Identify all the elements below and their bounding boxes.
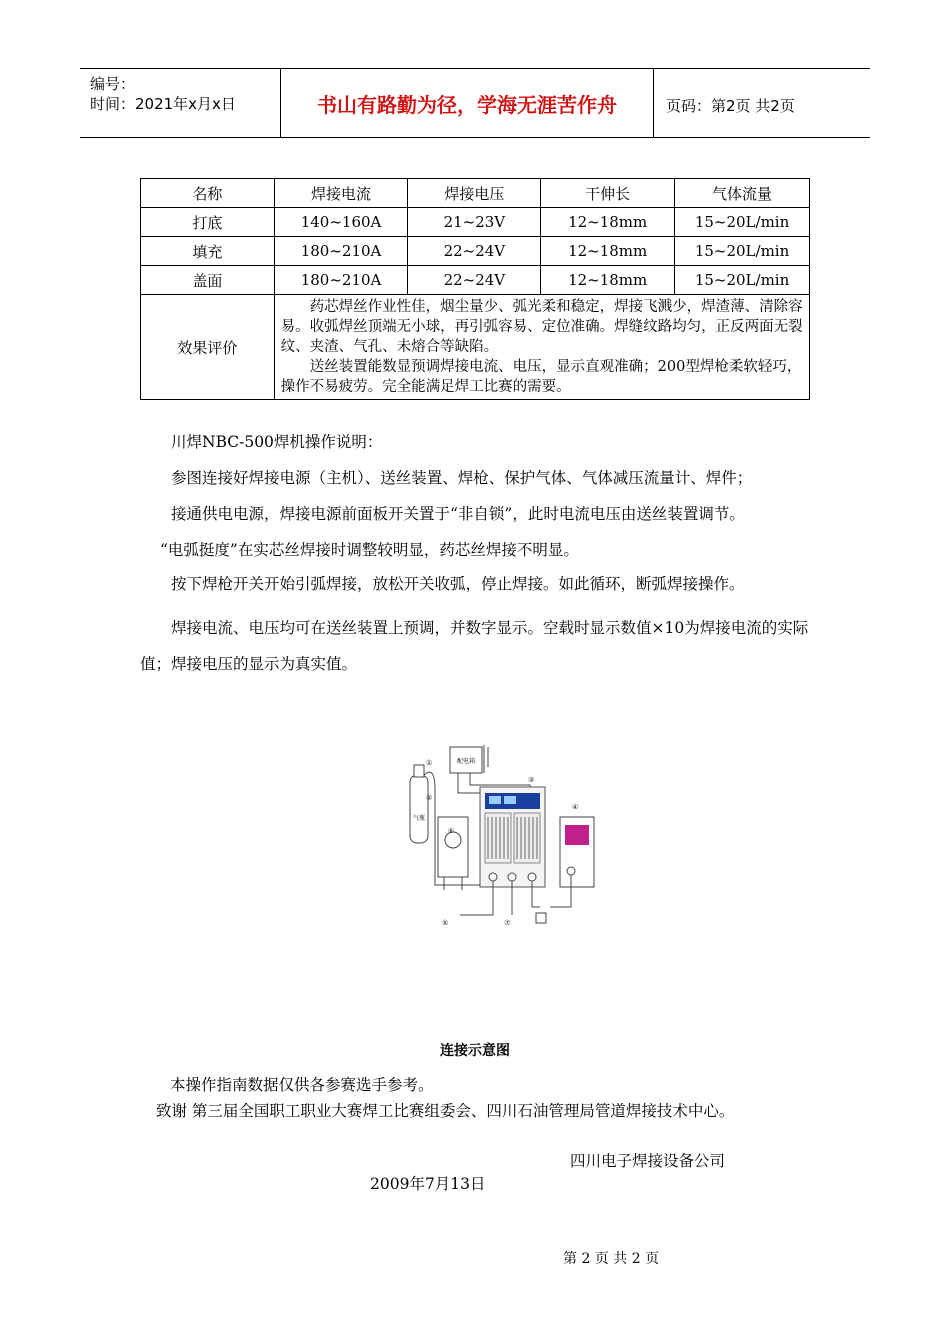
header-meta xyxy=(80,69,281,137)
table-cell: 填充 xyxy=(141,237,275,266)
table-cell: 21~23V xyxy=(408,208,541,237)
eval-paragraph-1: 药芯焊丝作业性佳，烟尘量少、弧光柔和稳定，焊接飞溅少，焊渣薄、清除容易。收弧焊丝顶端无小球，再引弧容易、定位准确。焊缝纹路均匀，正反两面无裂纹、夹渣、气孔、未熔合等缺陷。 xyxy=(280,299,803,355)
instruction-paragraph: 接通供电电源，焊接电源前面板开关置于“非自锁”，此时电流电压由送丝装置调节。 xyxy=(171,505,745,523)
table-cell: 12~18mm xyxy=(541,266,675,295)
callout-number: ⑥ xyxy=(448,827,455,835)
table-row xyxy=(141,208,810,237)
closing-thanks: 致谢 第三届全国职工职业大赛焊工比赛组委会、四川石油管理局管道焊接技术中心。 xyxy=(156,1102,735,1120)
callout-number: ⑦ xyxy=(504,919,511,927)
gas-cylinder-label: 气瓶 xyxy=(412,815,426,822)
diagram-caption: 连接示意图 xyxy=(440,1043,510,1059)
number-label: 编号： xyxy=(90,75,136,93)
table-cell: 140~160A xyxy=(274,208,408,237)
callout-number: ② xyxy=(426,794,433,802)
instruction-paragraph: 按下焊枪开关开始引弧焊接，放松开关收弧，停止焊接。如此循环，断弧焊接操作。 xyxy=(171,575,745,593)
table-header-cell: 焊接电压 xyxy=(408,179,541,208)
table-cell: 180~210A xyxy=(274,266,408,295)
table-cell: 打底 xyxy=(141,208,275,237)
callout-number: ③ xyxy=(528,776,535,784)
instruction-paragraph: “电弧挺度”在实芯丝焊接时调整较明显，药芯丝焊接不明显。 xyxy=(160,541,579,559)
instruction-paragraph: 焊接电流、电压均可在送丝装置上预调，并数字显示。空载时显示数值×10为焊接电流的实际值；焊接电压的显示为真实值。 xyxy=(140,619,809,673)
table-cell: 12~18mm xyxy=(541,208,675,237)
table-header-row xyxy=(141,179,810,208)
page-header xyxy=(80,68,870,138)
instructions-title: 川焊NBC-500焊机操作说明： xyxy=(171,433,383,451)
callout-number: ④ xyxy=(572,803,579,811)
table-cell: 22~24V xyxy=(408,266,541,295)
table-cell: 15~20L/min xyxy=(675,266,810,295)
table-header-cell: 干伸长 xyxy=(541,179,675,208)
parameters-table xyxy=(140,178,810,400)
eval-label: 效果评价 xyxy=(141,295,275,400)
header-motto: 书山有路勤为径，学海无涯苦作舟 xyxy=(281,69,654,137)
table-row-evaluation xyxy=(141,295,810,400)
page-footer: 第 2 页 共 2 页 xyxy=(563,1251,660,1267)
table-cell: 盖面 xyxy=(141,266,275,295)
table-cell: 15~20L/min xyxy=(675,208,810,237)
closing-note: 本操作指南数据仅供各参赛选手参考。 xyxy=(170,1076,434,1094)
table-cell: 180~210A xyxy=(274,237,408,266)
eval-paragraph-2: 送丝装置能数显预调焊接电流、电压，显示直观准确；200型焊枪柔软轻巧，操作不易疲劳。完全能满足焊工比赛的需要。 xyxy=(280,359,802,395)
table-row xyxy=(141,266,810,295)
header-page-info: 页码：第2页 共2页 xyxy=(666,97,795,115)
connection-diagram xyxy=(400,745,615,930)
eval-text xyxy=(274,295,809,400)
table-header-cell: 气体流量 xyxy=(675,179,810,208)
instruction-paragraph: 参图连接好焊接电源（主机）、送丝装置、焊枪、保护气体、气体减压流量计、焊件； xyxy=(171,469,753,487)
table-header-cell: 焊接电流 xyxy=(274,179,408,208)
table-row xyxy=(141,237,810,266)
distribution-box-label: 配电箱 xyxy=(456,758,476,765)
document-date: 2009年7月13日 xyxy=(370,1175,486,1193)
time-label: 时间：2021年x月x日 xyxy=(90,95,236,113)
callout-number: ⑤ xyxy=(442,919,449,927)
table-header-cell: 名称 xyxy=(141,179,275,208)
table-cell: 15~20L/min xyxy=(675,237,810,266)
callout-number: ① xyxy=(426,759,433,767)
company-name: 四川电子焊接设备公司 xyxy=(570,1152,726,1170)
table-cell: 12~18mm xyxy=(541,237,675,266)
table-cell: 22~24V xyxy=(408,237,541,266)
